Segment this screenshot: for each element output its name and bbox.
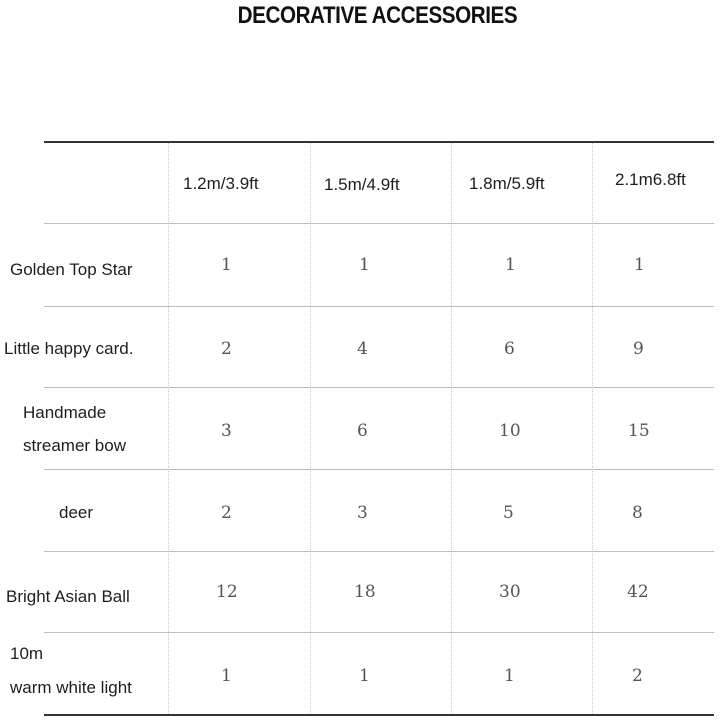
table-cell: 8 (632, 503, 643, 523)
row-label: Little happy card. (4, 339, 134, 358)
table-bottom-rule (44, 714, 714, 716)
row-divider (44, 551, 714, 552)
table-cell: 6 (504, 339, 515, 359)
table-cell: 1 (359, 255, 370, 275)
table-cell: 4 (357, 339, 368, 359)
table-cell: 1 (634, 255, 645, 275)
table-cell: 1 (359, 666, 370, 686)
row-divider (44, 223, 714, 224)
table-cell: 1 (504, 666, 515, 686)
table-cell: 2 (221, 339, 232, 359)
table-cell: 1 (505, 255, 516, 275)
row-label: Handmade (23, 403, 107, 422)
row-label: streamer bow (23, 436, 126, 455)
table-cell: 2 (221, 503, 232, 523)
table-cell: 5 (503, 503, 514, 523)
page-title: DECORATIVE ACCESSORIES (237, 2, 518, 29)
column-divider (310, 143, 311, 714)
table-cell: 6 (357, 421, 368, 441)
table-cell: 2 (632, 666, 643, 686)
row-divider (44, 469, 714, 470)
row-divider (44, 306, 714, 307)
row-label: Bright Asian Ball (6, 587, 130, 606)
table-cell: 42 (627, 582, 649, 602)
column-divider (451, 143, 452, 714)
table-cell: 15 (628, 421, 650, 441)
column-divider (168, 143, 169, 714)
row-label: 10m (10, 644, 44, 663)
table-cell: 3 (221, 421, 232, 441)
table-cell: 18 (354, 582, 376, 602)
row-label: Golden Top Star (10, 260, 133, 279)
table-cell: 1 (221, 666, 232, 686)
table-cell: 12 (216, 582, 238, 602)
table-cell: 3 (357, 503, 368, 523)
row-divider (44, 387, 714, 388)
table-cell: 10 (499, 421, 521, 441)
column-header: 1.5m/4.9ft (324, 175, 400, 194)
table-top-rule (44, 141, 714, 143)
table-cell: 9 (633, 339, 644, 359)
row-label: warm white light (10, 678, 132, 697)
column-header: 1.2m/3.9ft (183, 174, 259, 193)
column-header: 1.8m/5.9ft (469, 174, 545, 193)
row-divider (44, 632, 714, 633)
column-header: 2.1m6.8ft (615, 170, 686, 189)
table-cell: 30 (499, 582, 521, 602)
table-cell: 1 (221, 255, 232, 275)
row-label: deer (59, 503, 94, 522)
column-divider (592, 143, 593, 714)
